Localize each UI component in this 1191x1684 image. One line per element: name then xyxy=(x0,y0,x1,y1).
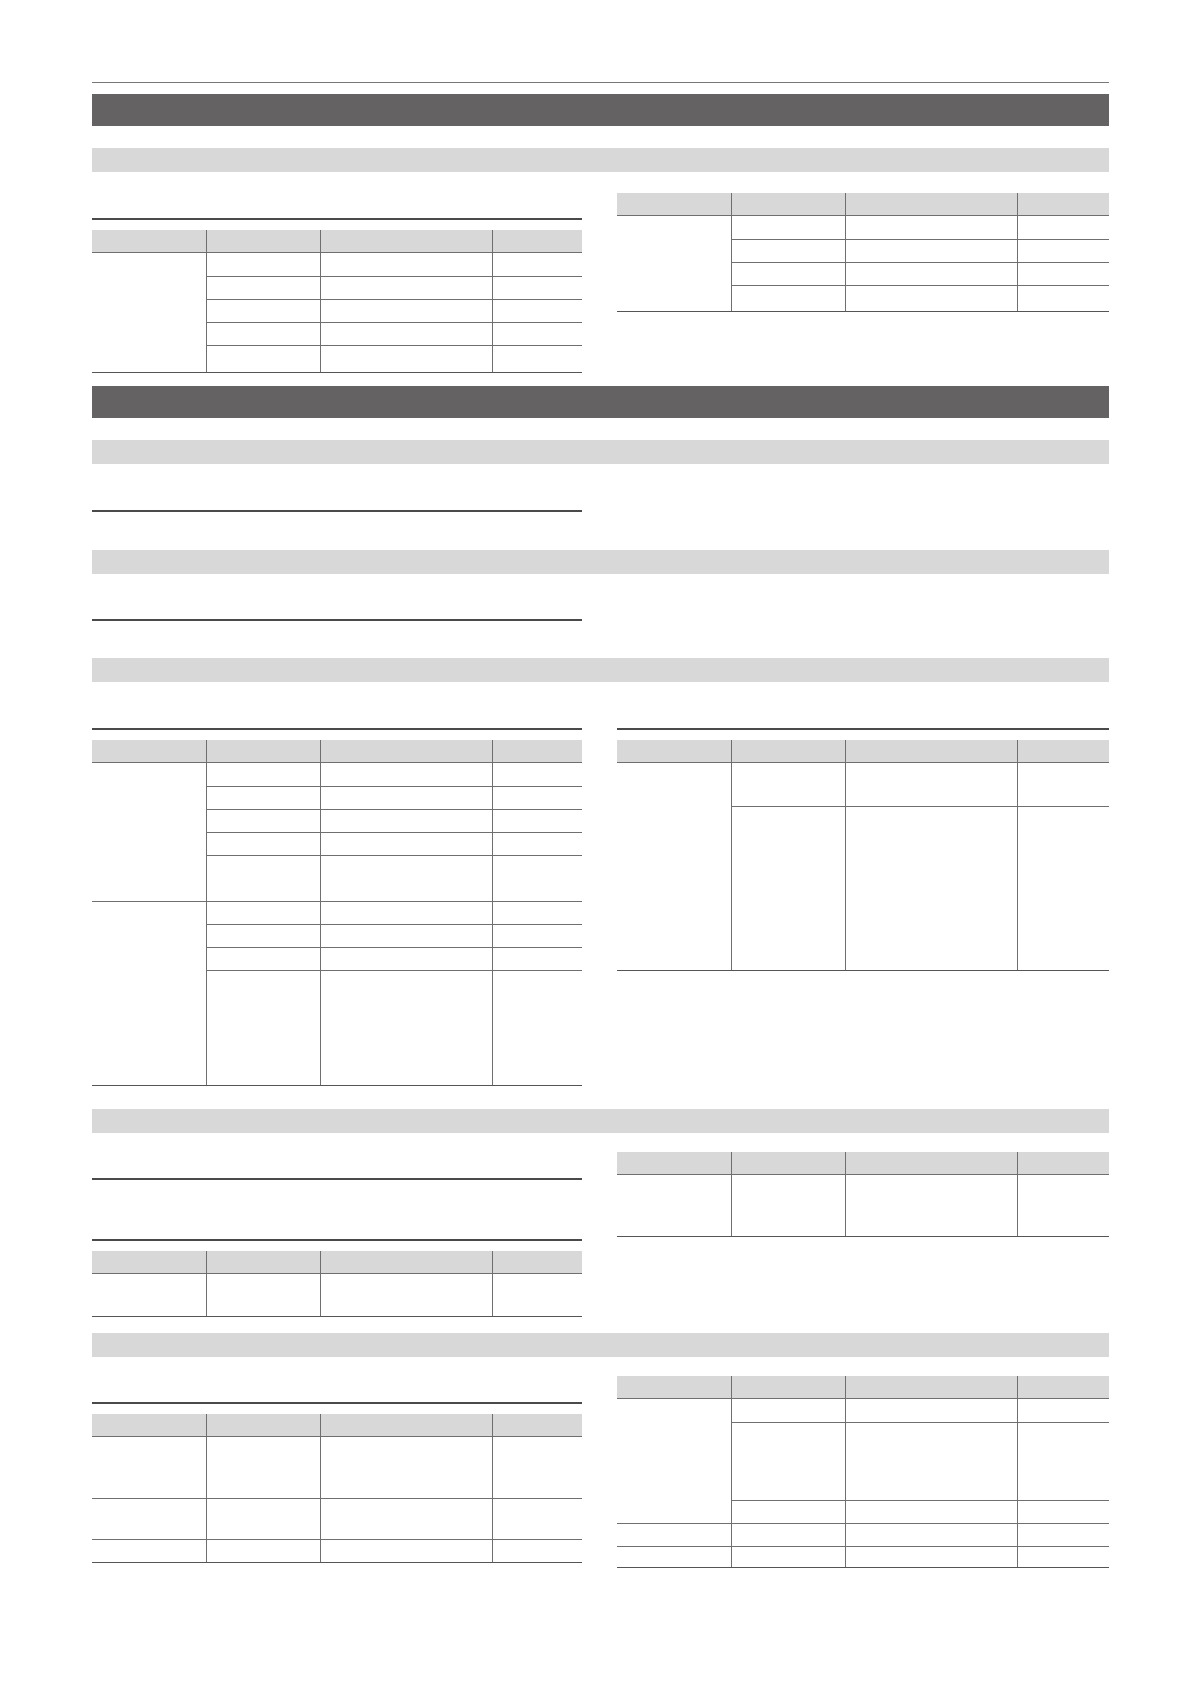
table-column-line xyxy=(1017,740,1018,970)
table-column-line xyxy=(492,230,493,372)
heading-rule-3 xyxy=(92,619,582,621)
table-column-line xyxy=(845,193,846,311)
table-1 xyxy=(92,230,582,372)
heading-rule-1 xyxy=(92,218,582,220)
table-row-line xyxy=(731,239,1109,240)
table-column-line xyxy=(1017,1376,1018,1567)
table-row-line xyxy=(92,1436,582,1437)
table-column-line xyxy=(492,740,493,1085)
heading-rule-7 xyxy=(92,1239,582,1241)
page-top-rule xyxy=(92,82,1109,83)
table-header-row xyxy=(617,740,1109,762)
table-row-line xyxy=(617,1174,1109,1175)
table-header-row xyxy=(92,1251,582,1273)
table-6 xyxy=(617,1152,1109,1236)
table-column-line xyxy=(1017,193,1018,311)
table-row-line xyxy=(617,1546,1109,1547)
table-5 xyxy=(92,1251,582,1316)
table-bottom-rule xyxy=(92,372,582,373)
table-column-line xyxy=(320,1414,321,1562)
table-row-line xyxy=(617,1398,1109,1399)
table-header-row xyxy=(92,230,582,252)
table-bottom-rule xyxy=(92,1316,582,1317)
table-row-line xyxy=(617,762,1109,763)
heading-rule-5 xyxy=(617,728,1109,730)
table-row-line xyxy=(731,285,1109,286)
table-row-line xyxy=(617,1523,1109,1524)
table-header-row xyxy=(617,1376,1109,1398)
table-4 xyxy=(617,740,1109,970)
table-column-line xyxy=(320,230,321,372)
table-column-line xyxy=(206,1414,207,1562)
table-2 xyxy=(617,193,1109,311)
table-header-row xyxy=(92,740,582,762)
table-row-line xyxy=(92,901,582,902)
table-column-line xyxy=(731,1376,732,1567)
table-row-line xyxy=(206,947,582,948)
section-bar-2 xyxy=(92,386,1109,418)
table-row-line xyxy=(206,809,582,810)
table-8 xyxy=(617,1376,1109,1567)
table-bottom-rule xyxy=(92,1085,582,1086)
table-row-line xyxy=(617,215,1109,216)
subsection-bar-2-1 xyxy=(92,440,1109,464)
table-column-line xyxy=(492,1251,493,1316)
table-row-line xyxy=(92,1539,582,1540)
table-bottom-rule xyxy=(617,311,1109,312)
table-bottom-rule xyxy=(92,1562,582,1563)
table-column-line xyxy=(492,1414,493,1562)
heading-rule-4 xyxy=(92,728,582,730)
table-row-line xyxy=(92,1498,582,1499)
table-row-line xyxy=(206,970,582,971)
table-row-line xyxy=(731,806,1109,807)
table-row-line xyxy=(92,762,582,763)
subsection-bar-2-5 xyxy=(92,1333,1109,1357)
subsection-bar-2-3 xyxy=(92,658,1109,682)
table-column-line xyxy=(731,193,732,311)
table-row-line xyxy=(731,262,1109,263)
table-column-line xyxy=(206,740,207,1085)
table-column-line xyxy=(845,1376,846,1567)
table-row-line xyxy=(92,1273,582,1274)
table-row-line xyxy=(206,855,582,856)
table-column-line xyxy=(206,1251,207,1316)
table-row-line xyxy=(731,1500,1109,1501)
heading-rule-8 xyxy=(92,1402,582,1404)
table-column-line xyxy=(845,740,846,970)
table-7 xyxy=(92,1414,582,1562)
table-column-line xyxy=(206,230,207,372)
table-row-line xyxy=(206,322,582,323)
table-bottom-rule xyxy=(617,1567,1109,1568)
table-column-line xyxy=(320,740,321,1085)
heading-rule-2 xyxy=(92,510,582,512)
table-column-line xyxy=(845,1152,846,1236)
table-column-line xyxy=(1017,1152,1018,1236)
table-row-line xyxy=(206,832,582,833)
section-bar-1 xyxy=(92,94,1109,126)
table-row-line xyxy=(206,345,582,346)
table-row-line xyxy=(206,299,582,300)
table-row-line xyxy=(206,276,582,277)
table-column-line xyxy=(731,740,732,970)
table-row-line xyxy=(731,1422,1109,1423)
table-header-row xyxy=(617,1152,1109,1174)
table-row-line xyxy=(92,252,582,253)
table-header-row xyxy=(617,193,1109,215)
subsection-bar-2-4 xyxy=(92,1109,1109,1133)
table-bottom-rule xyxy=(617,1236,1109,1237)
table-column-line xyxy=(320,1251,321,1316)
heading-rule-6 xyxy=(92,1178,582,1180)
table-header-row xyxy=(92,1414,582,1436)
subsection-bar-2-2 xyxy=(92,550,1109,574)
table-row-line xyxy=(206,786,582,787)
table-column-line xyxy=(731,1152,732,1236)
subsection-bar-1-1 xyxy=(92,148,1109,172)
table-bottom-rule xyxy=(617,970,1109,971)
table-row-line xyxy=(206,924,582,925)
table-3 xyxy=(92,740,582,1085)
